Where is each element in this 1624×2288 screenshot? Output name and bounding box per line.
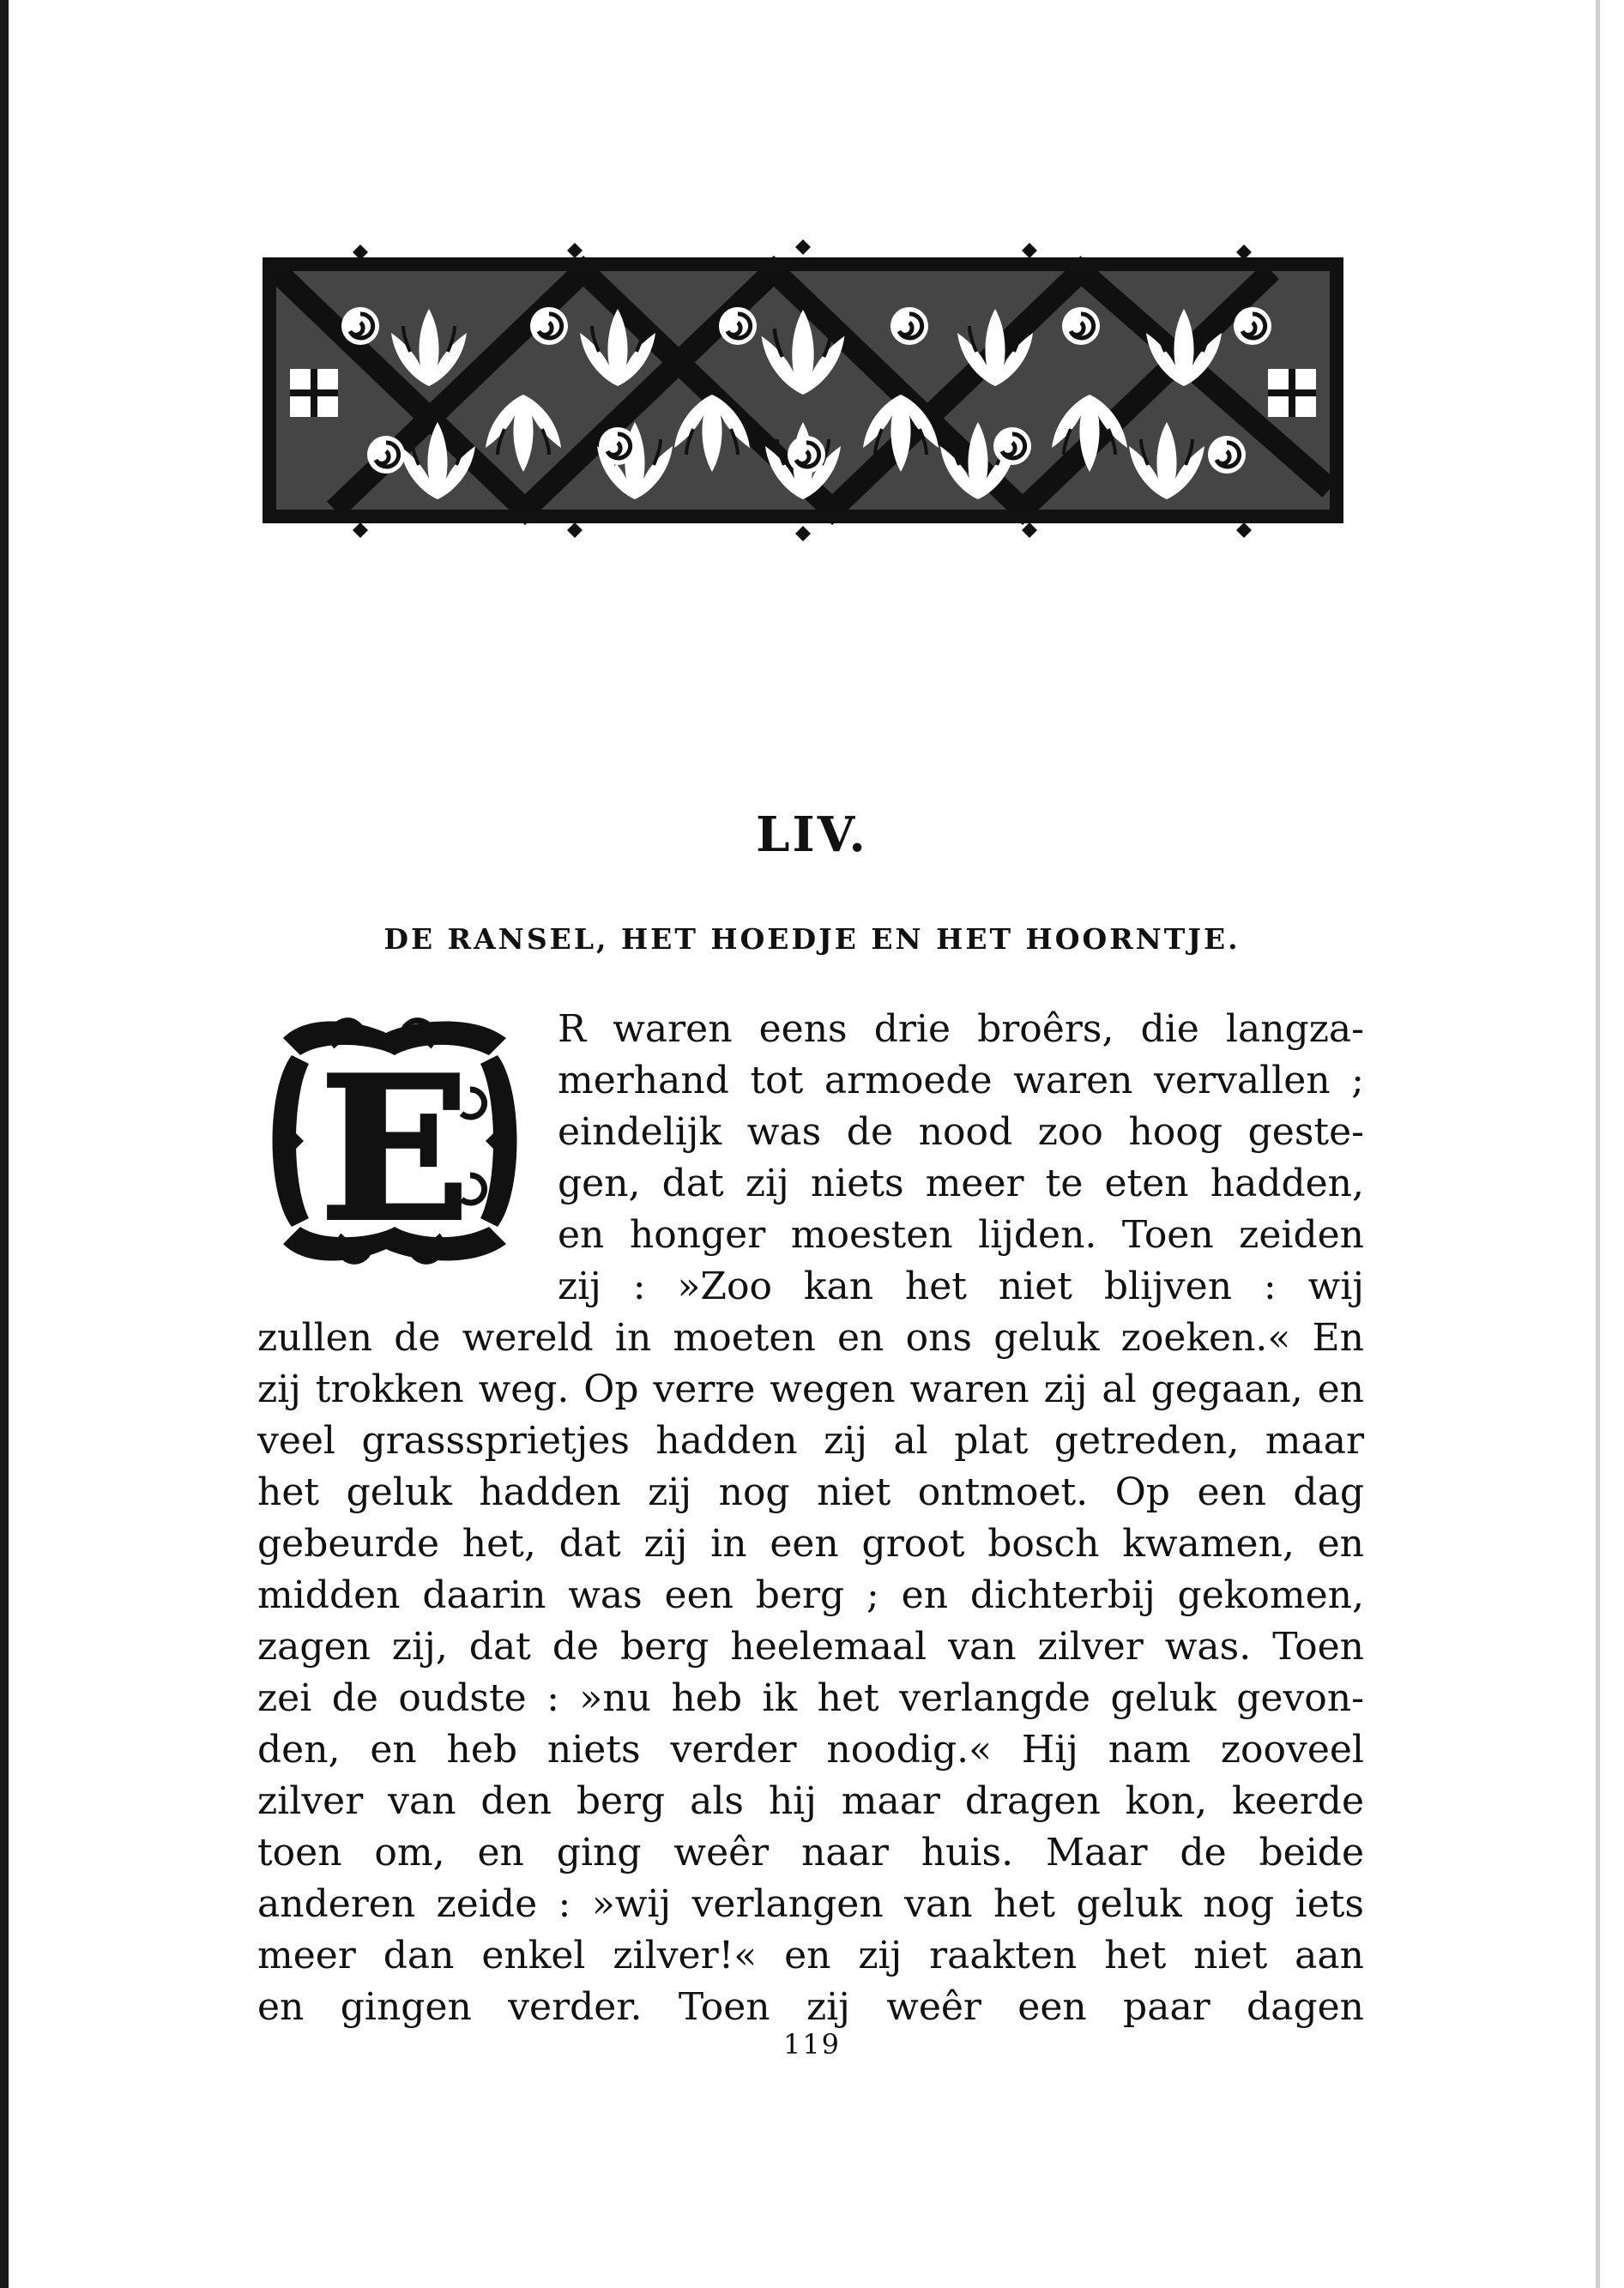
text-line: R waren eens drie broêrs, die langza- — [558, 1007, 1364, 1051]
text-line: anderen zeide : »wij verlangen van het geluk nog iets — [257, 1882, 1364, 1926]
text-line: toen om, en ging weêr naar huis. Maar de beide — [257, 1831, 1364, 1874]
text-line: zei de oudste : »nu heb ik het verlangde geluk gevon- — [257, 1676, 1364, 1720]
text-line: veel grasssprietjes hadden zij al plat getreden, maar — [257, 1419, 1364, 1463]
drop-cap-ornament — [257, 1004, 532, 1278]
text-line: zij trokken weg. Op verre wegen waren zij al gegaan, en — [257, 1367, 1364, 1411]
page-right-edge — [1596, 0, 1600, 2288]
text-line: den, en heb niets verder noodig.« Hij nam zooveel — [257, 1728, 1364, 1772]
page-binding-edge — [0, 0, 9, 2288]
drop-cap-letter: E — [319, 1034, 470, 1265]
text-line: zij : »Zoo kan het niet blijven : wij — [558, 1265, 1364, 1308]
text-line: zilver van den berg als hij maar dragen kon, keerde — [257, 1779, 1364, 1823]
text-line: het geluk hadden zij nog niet ontmoet. Op een dag — [257, 1470, 1364, 1514]
text-line: gebeurde het, dat zij in een groot bosch kwamen, en — [257, 1522, 1364, 1566]
chapter-number: LIV. — [756, 806, 868, 863]
text-line: eindelijk was de nood zoo hoog geste- — [558, 1110, 1364, 1154]
chapter-title: DE RANSEL, HET HOEDJE EN HET HOORNTJE. — [383, 922, 1241, 956]
text-line: zagen zij, dat de berg heelemaal van zilver was. Toen — [257, 1625, 1364, 1669]
text-line: en honger moesten lijden. Toen zeiden — [558, 1213, 1364, 1257]
text-line: meer dan enkel zilver!« en zij raakten het niet aan — [257, 1934, 1364, 1977]
text-line: en gingen verder. Toen zij weêr een paar dagen — [257, 1985, 1364, 2029]
text-line: midden daarin was een berg ; en dichterbij gekomen, — [257, 1573, 1364, 1617]
text-line: zullen de wereld in moeten en ons geluk zoeken.« En — [257, 1316, 1364, 1360]
text-line: merhand tot armoede waren vervallen ; — [558, 1059, 1364, 1102]
ornament-header-band — [257, 232, 1349, 549]
text-line: gen, dat zij niets meer te eten hadden, — [558, 1162, 1364, 1205]
page-number: 119 — [782, 2028, 842, 2061]
